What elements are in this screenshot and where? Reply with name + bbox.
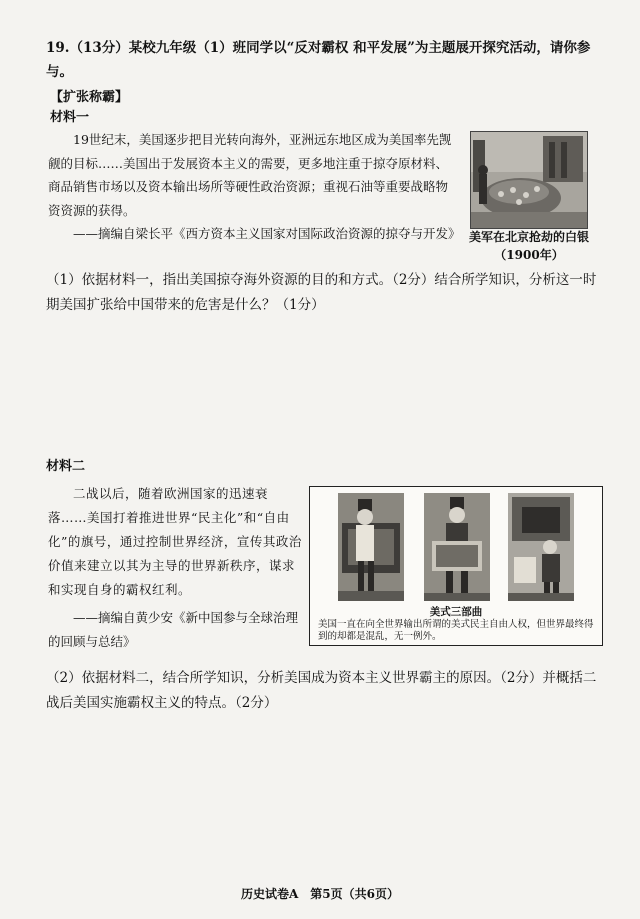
cartoon-caption: 美国一直在向全世界输出所谓的美式民主自由人权，但世界最终得到的却都是混乱，无一例外。 xyxy=(318,619,594,642)
cartoon-panel-2 xyxy=(424,493,490,601)
cartoon-panel-3 xyxy=(508,493,574,601)
cartoon-title: 美式三部曲 xyxy=(429,606,483,618)
silver-photo-caption: 美军在北京抢劫的白银（1900年） xyxy=(468,230,589,262)
material1-label: 材料一 xyxy=(50,110,90,125)
silver-photo-image xyxy=(471,132,587,228)
cartoon-panel-1 xyxy=(338,493,404,601)
sub-question-1: （1）依据材料一，指出美国掠夺海外资源的目的和方式。（2分）结合所学知识，分析这一时期美国扩张给中国带来的危害是什么？（1分） xyxy=(46,272,597,313)
material1-source: ——摘编自梁长平《西方资本主义国家对国际政治资源的掠夺与开发》 xyxy=(73,226,461,241)
material2-label: 材料二 xyxy=(46,459,86,474)
page-footer: 历史试卷A 第5页（共6页） xyxy=(240,887,399,901)
question-header: 19.（13分）某校九年级（1）班同学以“反对霸权 和平发展”为主题展开探究活动，请你参与。 xyxy=(46,40,591,80)
material2-source: ——摘编自黄少安《新中国参与全球治理的回顾与总结》 xyxy=(48,610,299,649)
silver-photo xyxy=(470,131,588,229)
material2-text: 二战以后，随着欧洲国家的迅速衰落……美国打着推进世界“民主化”和“自由化”的旗号，通过控制世界经济，宣传其政治价值来建立以其为主导的世界新秩序，谋求和实现自身的霸权红利。 xyxy=(48,486,302,597)
cartoon-american-trilogy xyxy=(309,486,603,646)
material1-text: 19世纪末，美国逐步把目光转向海外，亚洲远东地区成为美国率先觊觎的目标……美国出于发展资本主义的需要，更多地注重于掠夺原材料、商品销售市场以及资本输出场所等硬性政治资源；重视石油等重要战略物资资源的获得。 xyxy=(48,132,452,218)
sub-question-2: （2）依据材料二，结合所学知识，分析美国成为资本主义世界霸主的原因。（2分）并概括二战后美国实施霸权主义的特点。（2分） xyxy=(46,670,597,711)
section-tag: 【扩张称霸】 xyxy=(50,90,129,105)
